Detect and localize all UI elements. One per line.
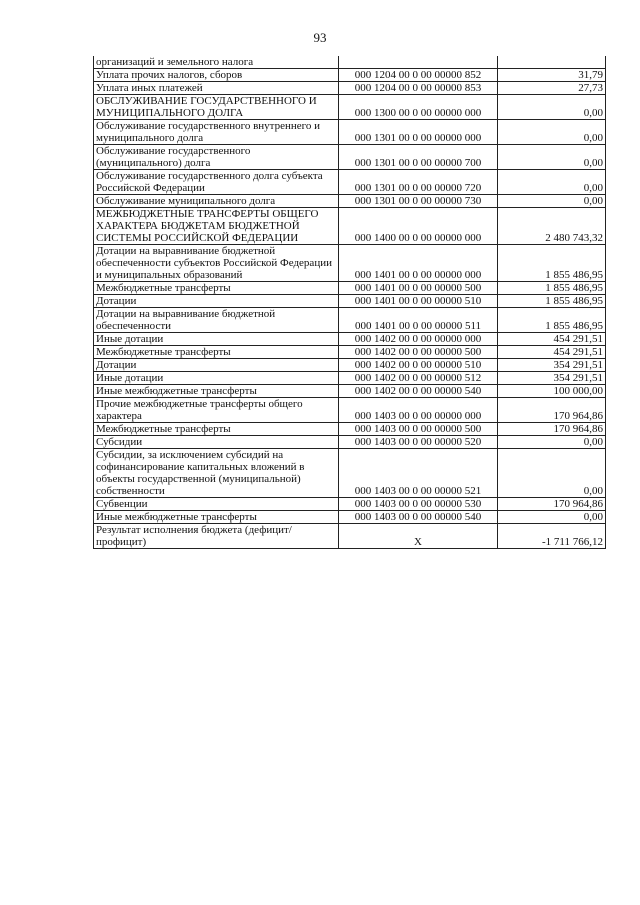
row-amount-cell: 0,00: [498, 95, 606, 120]
row-code-cell: 000 1402 00 0 00 00000 512: [339, 372, 498, 385]
row-code-cell: 000 1301 00 0 00 00000 720: [339, 170, 498, 195]
table-row: [94, 398, 606, 423]
table-row: [94, 372, 606, 385]
row-code-cell: 000 1401 00 0 00 00000 000: [339, 245, 498, 282]
row-code-cell: 000 1204 00 0 00 00000 853: [339, 82, 498, 95]
row-amount-cell: 0,00: [498, 145, 606, 170]
row-name-cell: организаций и земельного налога: [94, 56, 339, 69]
row-code-cell: 000 1401 00 0 00 00000 500: [339, 282, 498, 295]
row-code-cell: 000 1300 00 0 00 00000 000: [339, 95, 498, 120]
table-row: [94, 385, 606, 398]
row-name-cell: Иные дотации: [94, 372, 339, 385]
row-name-cell: Обслуживание государственного внутреннего и муниципального долга: [94, 120, 339, 145]
row-amount-cell: 1 855 486,95: [498, 245, 606, 282]
row-amount-cell: 2 480 743,32: [498, 208, 606, 245]
row-code-cell: 000 1401 00 0 00 00000 510: [339, 295, 498, 308]
row-code-cell: 000 1403 00 0 00 00000 530: [339, 498, 498, 511]
row-code-cell: 000 1401 00 0 00 00000 511: [339, 308, 498, 333]
row-code-cell: 000 1301 00 0 00 00000 000: [339, 120, 498, 145]
table-row: [94, 511, 606, 524]
table-row: [94, 120, 606, 145]
row-name-cell: Прочие межбюджетные трансферты общего характера: [94, 398, 339, 423]
table-row: [94, 423, 606, 436]
row-amount-cell: 1 855 486,95: [498, 295, 606, 308]
row-amount-cell: 170 964,86: [498, 498, 606, 511]
row-name-cell: Обслуживание муниципального долга: [94, 195, 339, 208]
row-code-cell: 000 1402 00 0 00 00000 000: [339, 333, 498, 346]
table-row: [94, 333, 606, 346]
table-row: [94, 359, 606, 372]
row-code-cell: 000 1403 00 0 00 00000 520: [339, 436, 498, 449]
row-code-cell: 000 1400 00 0 00 00000 000: [339, 208, 498, 245]
table-row: [94, 95, 606, 120]
row-name-cell: Дотации на выравнивание бюджетной обеспеченности субъектов Российской Федерации и муниципальных образований: [94, 245, 339, 282]
table-row: [94, 282, 606, 295]
row-name-cell: Дотации: [94, 359, 339, 372]
row-code-cell: 000 1301 00 0 00 00000 730: [339, 195, 498, 208]
row-amount-cell: 100 000,00: [498, 385, 606, 398]
table-row: [94, 498, 606, 511]
row-code-cell: 000 1403 00 0 00 00000 540: [339, 511, 498, 524]
row-code-cell: 000 1403 00 0 00 00000 000: [339, 398, 498, 423]
row-code-cell: 000 1402 00 0 00 00000 500: [339, 346, 498, 359]
row-name-cell: ОБСЛУЖИВАНИЕ ГОСУДАРСТВЕННОГО И МУНИЦИПАЛЬНОГО ДОЛГА: [94, 95, 339, 120]
page-number: 93: [313, 30, 327, 45]
row-amount-cell: 454 291,51: [498, 333, 606, 346]
row-name-cell: Уплата прочих налогов, сборов: [94, 69, 339, 82]
row-name-cell: Субсидии, за исключением субсидий на софинансирование капитальных вложений в объекты государственной (муниципальной) собственности: [94, 449, 339, 498]
row-amount-cell: 0,00: [498, 449, 606, 498]
row-name-cell: Иные межбюджетные трансферты: [94, 385, 339, 398]
table-row: [94, 449, 606, 498]
row-name-cell: Обслуживание государственного долга субъекта Российской Федерации: [94, 170, 339, 195]
row-name-cell: Результат исполнения бюджета (дефицит/профицит): [94, 524, 339, 549]
row-amount-cell: 354 291,51: [498, 359, 606, 372]
row-code-cell: 000 1403 00 0 00 00000 500: [339, 423, 498, 436]
row-amount-cell: 31,79: [498, 69, 606, 82]
row-amount-cell: -1 711 766,12: [498, 524, 606, 549]
table-row: [94, 245, 606, 282]
row-amount-cell: [498, 56, 606, 69]
row-name-cell: Дотации на выравнивание бюджетной обеспеченности: [94, 308, 339, 333]
budget-table-body: [94, 56, 606, 549]
budget-table: [93, 56, 606, 549]
table-row: [94, 346, 606, 359]
table-row: [94, 170, 606, 195]
row-amount-cell: 0,00: [498, 436, 606, 449]
table-row: [94, 69, 606, 82]
table-row: [94, 82, 606, 95]
row-amount-cell: 354 291,51: [498, 372, 606, 385]
row-name-cell: Иные межбюджетные трансферты: [94, 511, 339, 524]
table-row: [94, 145, 606, 170]
row-amount-cell: 27,73: [498, 82, 606, 95]
row-name-cell: Межбюджетные трансферты: [94, 282, 339, 295]
row-amount-cell: 0,00: [498, 170, 606, 195]
table-row: [94, 56, 606, 69]
row-amount-cell: 1 855 486,95: [498, 282, 606, 295]
row-name-cell: Межбюджетные трансферты: [94, 423, 339, 436]
row-amount-cell: 454 291,51: [498, 346, 606, 359]
table-row: [94, 195, 606, 208]
row-name-cell: Обслуживание государственного (муниципального) долга: [94, 145, 339, 170]
row-name-cell: Дотации: [94, 295, 339, 308]
table-row: [94, 436, 606, 449]
row-code-cell: 000 1402 00 0 00 00000 510: [339, 359, 498, 372]
row-code-cell: 000 1204 00 0 00 00000 852: [339, 69, 498, 82]
row-name-cell: Субсидии: [94, 436, 339, 449]
row-code-cell: 000 1402 00 0 00 00000 540: [339, 385, 498, 398]
row-amount-cell: 0,00: [498, 120, 606, 145]
table-row: [94, 295, 606, 308]
row-amount-cell: 0,00: [498, 511, 606, 524]
row-code-cell: X: [339, 524, 498, 549]
row-code-cell: 000 1301 00 0 00 00000 700: [339, 145, 498, 170]
row-amount-cell: 1 855 486,95: [498, 308, 606, 333]
row-amount-cell: 170 964,86: [498, 398, 606, 423]
table-row: [94, 208, 606, 245]
row-name-cell: МЕЖБЮДЖЕТНЫЕ ТРАНСФЕРТЫ ОБЩЕГО ХАРАКТЕРА БЮДЖЕТАМ БЮДЖЕТНОЙ СИСТЕМЫ РОССИЙСКОЙ ФЕДЕРАЦИИ: [94, 208, 339, 245]
row-name-cell: Уплата иных платежей: [94, 82, 339, 95]
table-row: [94, 524, 606, 549]
table-row: [94, 308, 606, 333]
row-amount-cell: 170 964,86: [498, 423, 606, 436]
row-name-cell: Межбюджетные трансферты: [94, 346, 339, 359]
row-code-cell: [339, 56, 498, 69]
row-code-cell: 000 1403 00 0 00 00000 521: [339, 449, 498, 498]
row-amount-cell: 0,00: [498, 195, 606, 208]
row-name-cell: Иные дотации: [94, 333, 339, 346]
row-name-cell: Субвенции: [94, 498, 339, 511]
